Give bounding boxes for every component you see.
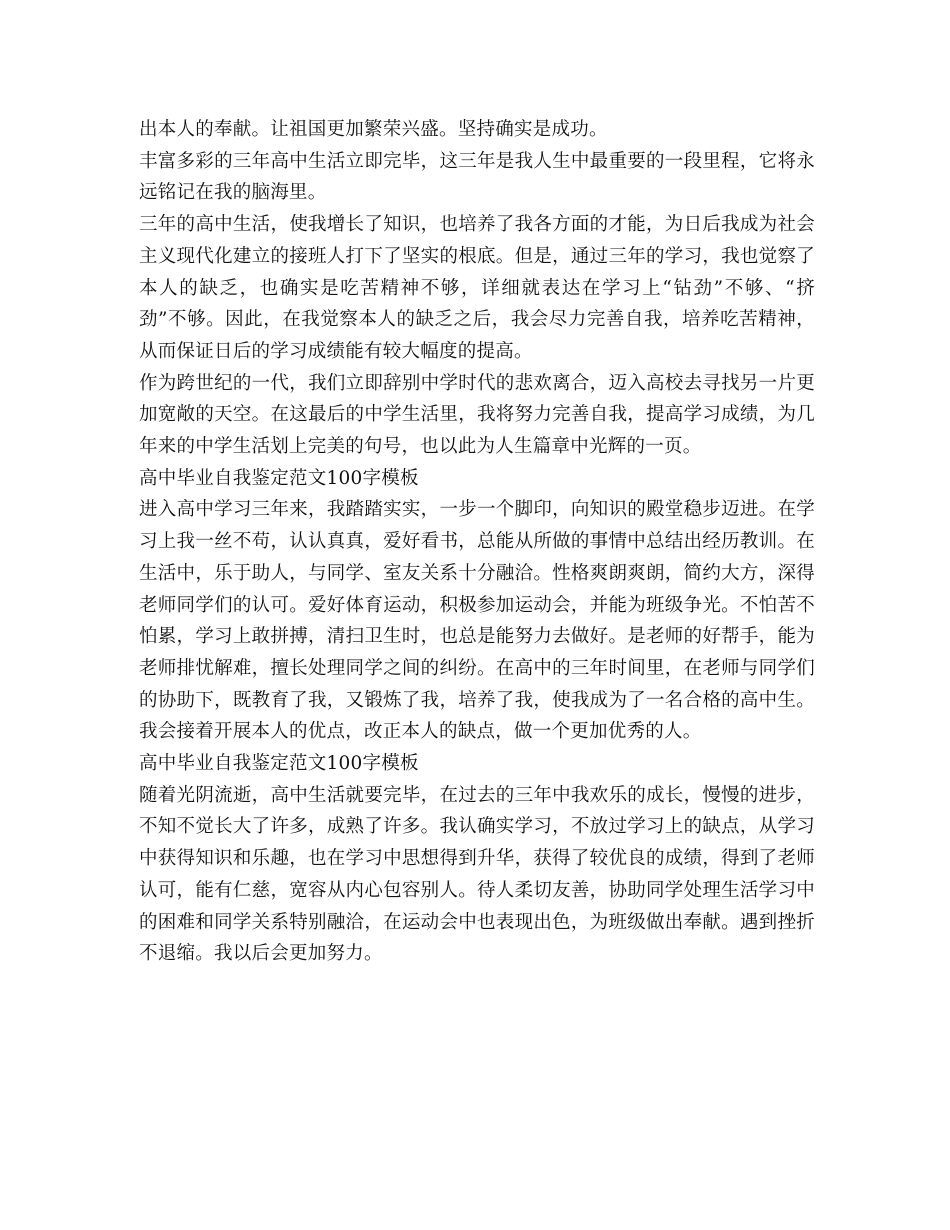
paragraph-three-years-growth: 三年的高中生活，使我增长了知识，也培养了我各方面的才能，为日后我成为社会主义现代化建立的接班人打下了坚实的根底。但是，通过三年的学习，我也觉察了本人的缺乏，也确实是吃苦精神不够，详细就表达在学习上“钻劲”不够、“挤劲”不够。因此，在我觉察本人的缺乏之后，我会尽力完善自我，培养吃苦精神，从而保证日后的学习成绩能有较大幅度的提高。 [139, 214, 815, 362]
paragraph-new-generation: 作为跨世纪的一代，我们立即辞别中学时代的悲欢离合，迈入高校去寻找另一片更加宽敞的天空。在这最后的中学生活里，我将努力完善自我，提高学习成绩，为几年来的中学生活划上完美的句号，也以此为人生篇章中光辉的一页。 [139, 372, 815, 458]
document-page [139, 114, 815, 970]
paragraph-self-evaluation-2: 随着光阴流逝，高中生活就要完毕，在过去的三年中我欢乐的成长，慢慢的进步，不知不觉长大了许多，成熟了许多。我认确实学习，不放过学习上的缺点，从学习中获得知识和乐趣，也在学习中思想得到升华，获得了较优良的成绩，得到了老师认可，能有仁慈，宽容从内心包容别人。待人柔切友善，协助同学处理生活学习中的困难和同学关系特别融洽，在运动会中也表现出色，为班级做出奉献。遇到挫折不退缩。我以后会更加努力。 [139, 784, 815, 965]
paragraph-self-evaluation-1: 进入高中学习三年来，我踏踏实实，一步一个脚印，向知识的殿堂稳步迈进。在学习上我一丝不苟，认认真真，爱好看书，总能从所做的事情中总结出经历教训。在生活中，乐于助人，与同学、室友关系十分融洽。性格爽朗爽朗，简约大方，深得老师同学们的认可。爱好体育运动，积极参加运动会，并能为班级争光。不怕苦不怕累，学习上敢拼搏，清扫卫生时，也总是能努力去做好。是老师的好帮手，能为老师排忧解难，擅长处理同学之间的纠纷。在高中的三年时间里，在老师与同学们的协助下，既教育了我，又锻炼了我，培养了我，使我成为了一名合格的高中生。我会接着开展本人的优点，改正本人的缺点，做一个更加优秀的人。 [139, 499, 815, 743]
paragraph-continuation: 出本人的奉献。让祖国更加繁荣兴盛。坚持确实是成功。 [139, 119, 608, 140]
paragraph-high-school-life: 丰富多彩的三年高中生活立即完毕，这三年是我人生中最重要的一段里程，它将永远铭记在我的脑海里。 [139, 150, 815, 204]
section-heading-2: 高中毕业自我鉴定范文100字模板 [139, 753, 419, 775]
section-heading-1: 高中毕业自我鉴定范文100字模板 [139, 467, 419, 489]
